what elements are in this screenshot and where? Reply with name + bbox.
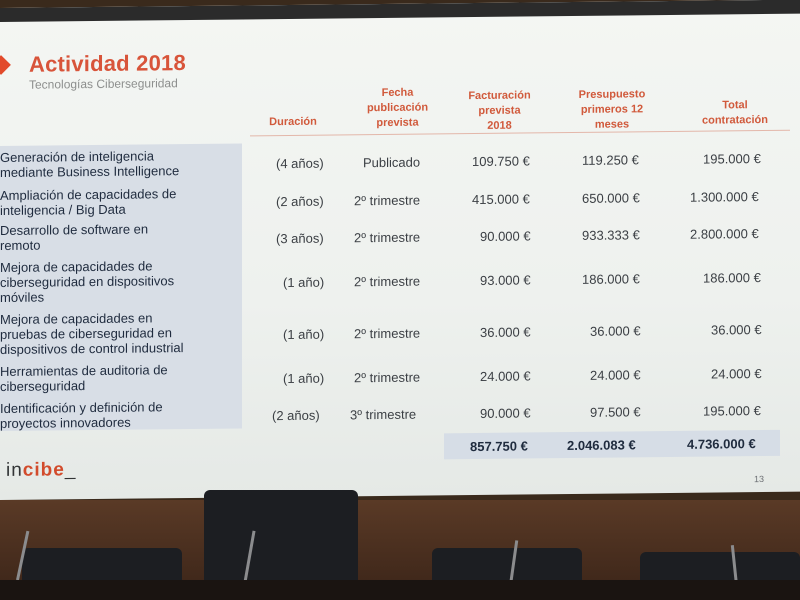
- header-presupuesto-line2: primeros 12: [580, 103, 644, 116]
- row-label-line: Ampliación de capacidades de: [0, 186, 177, 203]
- cell-facturacion: 24.000 €: [480, 368, 531, 384]
- row-label: [0, 398, 240, 431]
- cell-duracion: (2 años): [276, 193, 324, 210]
- row-label-line: remoto: [0, 237, 41, 253]
- header-fecha-line1: Fecha: [381, 86, 414, 100]
- cell-facturacion: 90.000 €: [480, 405, 531, 421]
- cell-duracion: (1 año): [283, 274, 325, 291]
- cell-duracion: (1 año): [283, 370, 325, 387]
- cell-presupuesto: 97.500 €: [590, 404, 641, 420]
- row-label: [0, 147, 240, 180]
- row-label: [0, 220, 240, 253]
- header-fecha-line3: prevista: [376, 116, 419, 130]
- cell-total: 36.000 €: [711, 322, 762, 338]
- cell-fecha: 2º trimestre: [354, 273, 421, 290]
- row-label: [0, 257, 240, 305]
- logo-text-part: _: [64, 459, 77, 481]
- header-fecha-line2: publicación: [366, 101, 429, 115]
- brand-mark-icon: [0, 55, 11, 75]
- row-label-line: móviles: [0, 289, 45, 305]
- header-total: [680, 98, 790, 129]
- cell-total: 2.800.000 €: [690, 226, 759, 242]
- row-label-line: Generación de inteligencia: [0, 148, 154, 165]
- row-label-line: inteligencia / Big Data: [0, 201, 126, 218]
- cell-fecha: 2º trimestre: [354, 192, 421, 209]
- header-total-line2: contratación: [701, 113, 768, 127]
- cell-presupuesto: 119.250 €: [582, 152, 639, 168]
- header-presupuesto-line1: Presupuesto: [578, 88, 646, 101]
- cell-fecha: 2º trimestre: [354, 369, 421, 386]
- cell-duracion: (1 año): [283, 326, 325, 343]
- cell-total: 186.000 €: [703, 270, 761, 286]
- cell-total: 24.000 €: [711, 366, 762, 382]
- row-label-line: Desarrollo de software en: [0, 221, 149, 238]
- header-facturacion: [452, 88, 547, 134]
- row-label-line: Herramientas de auditoria de: [0, 362, 168, 379]
- incibe-logo: [6, 459, 76, 482]
- cell-facturacion: 36.000 €: [480, 324, 531, 340]
- header-facturacion-line2: prevista: [478, 104, 521, 117]
- header-total-line1: Total: [722, 99, 748, 112]
- chair: [204, 490, 358, 590]
- cell-presupuesto: 24.000 €: [590, 367, 641, 383]
- header-duracion: Duración: [269, 115, 317, 129]
- cell-fecha: Publicado: [363, 154, 421, 171]
- cell-total: 1.300.000 €: [690, 189, 759, 205]
- total-contratacion: 4.736.000 €: [687, 436, 756, 452]
- row-label-line: dispositivos de control industrial: [0, 340, 184, 357]
- cell-facturacion: 415.000 €: [472, 191, 530, 208]
- row-label-line: ciberseguridad: [0, 378, 86, 394]
- logo-text-part: cibe: [22, 459, 65, 481]
- total-facturacion: 857.750 €: [470, 438, 528, 455]
- header-presupuesto: [562, 87, 662, 133]
- row-label: [0, 309, 240, 357]
- row-label-line: Identificación y definición de: [0, 399, 163, 416]
- row-label-line: pruebas de ciberseguridad en: [0, 325, 173, 342]
- cell-presupuesto: 36.000 €: [590, 323, 641, 339]
- cell-duracion: (3 años): [276, 230, 324, 247]
- cell-total: 195.000 €: [703, 403, 761, 419]
- cell-facturacion: 90.000 €: [480, 228, 531, 244]
- row-label-line: proyectos innovadores: [0, 414, 131, 431]
- cell-fecha: 2º trimestre: [354, 229, 421, 246]
- header-presupuesto-line3: meses: [594, 118, 630, 131]
- header-facturacion-line3: 2018: [487, 119, 512, 132]
- cell-facturacion: 109.750 €: [472, 153, 530, 170]
- row-label: [0, 185, 240, 218]
- logo-text-part: in: [6, 459, 23, 481]
- cell-presupuesto: 186.000 €: [582, 271, 640, 287]
- row-label-line: mediante Business Intelligence: [0, 163, 180, 180]
- header-fecha: [350, 85, 445, 131]
- total-presupuesto: 2.046.083 €: [567, 437, 636, 454]
- slide-subtitle: Tecnologías Ciberseguridad: [29, 76, 178, 92]
- front-desk: [0, 580, 800, 600]
- cell-total: 195.000 €: [703, 151, 761, 167]
- cell-fecha: 2º trimestre: [354, 325, 421, 342]
- row-label-line: Mejora de capacidades en: [0, 310, 153, 327]
- screen-top-frame: [0, 0, 800, 22]
- row-label-line: Mejora de capacidades de: [0, 258, 153, 275]
- header-facturacion-line1: Facturación: [468, 89, 531, 103]
- row-label: [0, 361, 240, 394]
- cell-duracion: (4 años): [276, 155, 324, 172]
- cell-fecha: 3º trimestre: [350, 406, 417, 423]
- cell-duracion: (2 años): [272, 407, 320, 424]
- cell-presupuesto: 933.333 €: [582, 227, 640, 243]
- slide-title: Actividad 2018: [29, 50, 186, 77]
- row-label-line: ciberseguridad en dispositivos: [0, 273, 175, 290]
- cell-presupuesto: 650.000 €: [582, 190, 640, 206]
- page-number: 13: [754, 473, 765, 485]
- cell-facturacion: 93.000 €: [480, 272, 531, 288]
